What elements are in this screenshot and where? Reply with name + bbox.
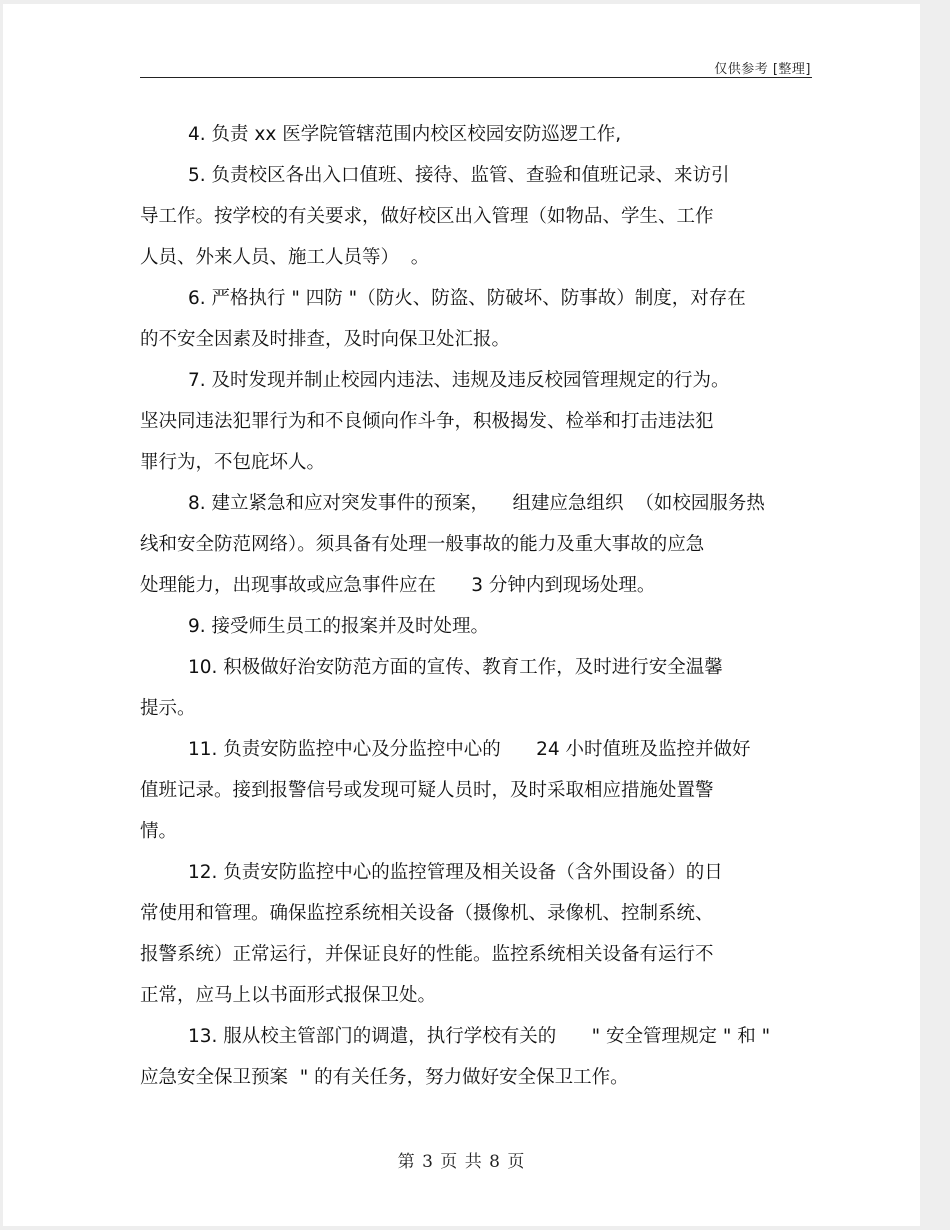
paragraph-line: 10. 积极做好治安防范方面的宣传、教育工作，及时进行安全温馨 [188,657,723,678]
paragraph-line: 值班记录。接到报警信号或发现可疑人员时，及时采取相应措施处置警 [140,780,714,801]
paragraph-line: 8. 建立紧急和应对突发事件的预案， 组建应急组织 （如校园服务热 [188,493,765,514]
paragraph-line: 报警系统）正常运行，并保证良好的性能。监控系统相关设备有运行不 [140,944,714,965]
paragraph-line: 6. 严格执行 " 四防 "（防火、防盗、防破坏、防事故）制度，对存在 [188,288,746,309]
paragraph-line: 13. 服从校主管部门的调遣，执行学校有关的 " 安全管理规定 " 和 " [188,1026,771,1047]
paragraph-line: 5. 负责校区各出入口值班、接待、监管、查验和值班记录、来访引 [188,165,730,186]
paragraph-line: 处理能力，出现事故或应急事件应在 3 分钟内到现场处理。 [140,575,656,596]
paragraph-item-6 [140,278,812,360]
paragraph-item-9 [140,606,812,647]
paragraph-line: 11. 负责安防监控中心及分监控中心的 24 小时值班及监控并做好 [188,739,751,760]
paragraph-item-12 [140,852,812,1016]
paragraph-line: 12. 负责安防监控中心的监控管理及相关设备（含外围设备）的日 [188,862,723,883]
paragraph-line: 提示。 [140,698,196,719]
paragraph-line: 导工作。按学校的有关要求，做好校区出入管理（如物品、学生、工作 [140,206,714,227]
header-rule [140,77,812,78]
paragraph-item-7 [140,360,812,483]
paragraph-line: 情。 [140,821,178,842]
paragraph-item-5 [140,155,812,278]
paragraph-line: 4. 负责 xx 医学院管辖范围内校区校园安防巡逻工作, [188,124,622,145]
paragraph-item-10 [140,647,812,729]
paragraph-item-11 [140,729,812,852]
page-footer: 第 3 页 共 8 页 [397,1152,526,1172]
document-body [140,114,812,1098]
paragraph-line: 的不安全因素及时排查，及时向保卫处汇报。 [140,329,511,350]
paragraph-item-8 [140,483,812,606]
paragraph-line: 正常，应马上以书面形式报保卫处。 [140,985,437,1006]
paragraph-line: 人员、外来人员、施工人员等） 。 [140,247,430,268]
paragraph-line: 7. 及时发现并制止校园内违法、违规及违反校园管理规定的行为。 [188,370,730,391]
paragraph-item-4 [140,114,812,155]
header-label: 仅供参考 [整理] [714,62,811,77]
paragraph-line: 坚决同违法犯罪行为和不良倾向作斗争，积极揭发、检举和打击违法犯 [140,411,714,432]
paragraph-line: 9. 接受师生员工的报案并及时处理。 [188,616,490,637]
paragraph-item-13 [140,1016,812,1098]
document-page [3,4,920,1226]
paragraph-line: 常使用和管理。确保监控系统相关设备（摄像机、录像机、控制系统、 [140,903,714,924]
paragraph-line: 应急安全保卫预案 " 的有关任务，努力做好安全保卫工作。 [140,1067,629,1088]
paragraph-line: 线和安全防范网络）。须具备有处理一般事故的能力及重大事故的应急 [140,534,705,555]
paragraph-line: 罪行为，不包庇坏人。 [140,452,326,473]
